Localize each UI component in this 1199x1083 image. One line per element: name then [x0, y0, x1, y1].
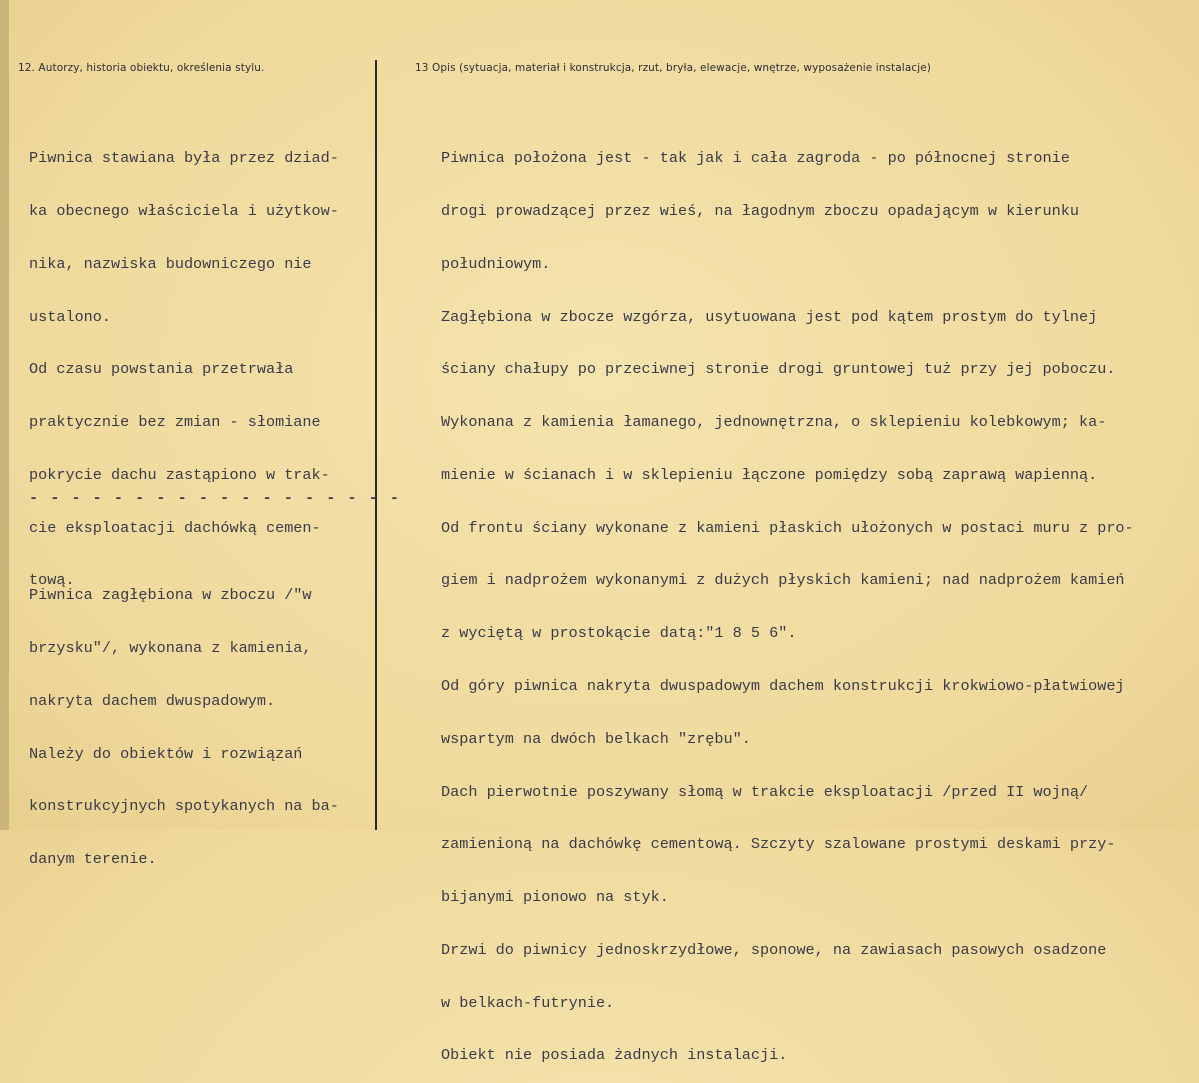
- text-line: w belkach-futrynie.: [441, 993, 615, 1012]
- column-divider: [375, 60, 377, 830]
- section-13-heading: 13 Opis (sytuacja, materiał i konstrukcja, rzut, bryła, elewacje, wnętrze, wyposażenie instalacje): [415, 62, 932, 74]
- dashed-separator: - - - - - - - - - - - - - - - - - -: [29, 489, 401, 507]
- text-line: pokrycie dachu zastąpiono w trak-: [29, 465, 330, 484]
- text-line: ściany chałupy po przeciwnej stronie drogi gruntowej tuż przy jej poboczu.: [441, 360, 1116, 379]
- text-line: Piwnica zagłębiona w zboczu /"w: [29, 586, 312, 605]
- text-line: nika, nazwiska budowniczego nie: [29, 254, 312, 273]
- text-line: ustalono.: [29, 307, 112, 326]
- section-12-heading: 12. Autorzy, historia obiektu, określenia stylu.: [18, 62, 265, 74]
- text-line: drogi prowadzącej przez wieś, na łagodnym zboczu opadającym w kierunku: [441, 201, 1079, 220]
- text-line: tową.: [29, 571, 75, 590]
- text-line: giem i nadprożem wykonanymi z dużych płyskich kamieni; nad nadprożem kamień: [441, 571, 1125, 590]
- history-text: [29, 115, 339, 608]
- page-edge: [0, 0, 9, 830]
- text-line: cie eksploatacji dachówką cemen-: [29, 518, 321, 537]
- style-text: [29, 552, 339, 886]
- description-text: [441, 115, 1134, 1083]
- text-line: Drzwi do piwnicy jednoskrzydłowe, sponowe, na zawiasach pasowych osadzone: [441, 940, 1107, 959]
- text-line: bijanymi pionowo na styk.: [441, 888, 669, 907]
- text-line: mienie w ścianach i w sklepieniu łączone pomiędzy sobą zaprawą wapienną.: [441, 465, 1098, 484]
- text-line: Należy do obiektów i rozwiązań: [29, 744, 303, 763]
- text-line: Wykonana z kamienia łamanego, jednownętrzna, o sklepieniu kolebkowym; ka-: [441, 413, 1107, 432]
- text-line: praktycznie bez zmian - słomiane: [29, 413, 321, 432]
- text-line: Od góry piwnica nakryta dwuspadowym dachem konstrukcji krokwiowo-płatwiowej: [441, 677, 1125, 695]
- text-line: brzysku"/, wykonana z kamienia,: [29, 638, 312, 657]
- text-line: Od czasu powstania przetrwała: [29, 360, 294, 379]
- text-line: danym terenie.: [29, 850, 157, 869]
- text-line: ka obecnego właściciela i użytkow-: [29, 201, 339, 220]
- text-line: z wyciętą w prostokącie datą:"1 8 5 6".: [441, 624, 797, 643]
- text-line: Dach pierwotnie poszywany słomą w trakcie eksploatacji /przed II wojną/: [441, 782, 1089, 801]
- text-line: Obiekt nie posiada żadnych instalacji.: [441, 1046, 788, 1065]
- text-line: południowym.: [441, 254, 551, 273]
- text-line: zamienioną na dachówkę cementową. Szczyty szalowane prostymi deskami przy-: [441, 835, 1116, 854]
- text-line: Piwnica stawiana była przez dziad-: [29, 149, 339, 168]
- text-line: wspartym na dwóch belkach "zrębu".: [441, 729, 751, 748]
- text-line: nakryta dachem dwuspadowym.: [29, 691, 276, 710]
- text-line: Od frontu ściany wykonane z kamieni płaskich ułożonych w postaci muru z pro-: [441, 518, 1134, 537]
- text-line: Piwnica położona jest - tak jak i cała zagroda - po północnej stronie: [441, 149, 1070, 168]
- text-line: konstrukcyjnych spotykanych na ba-: [29, 797, 339, 816]
- text-line: Zagłębiona w zbocze wzgórza, usytuowana jest pod kątem prostym do tylnej: [441, 307, 1098, 326]
